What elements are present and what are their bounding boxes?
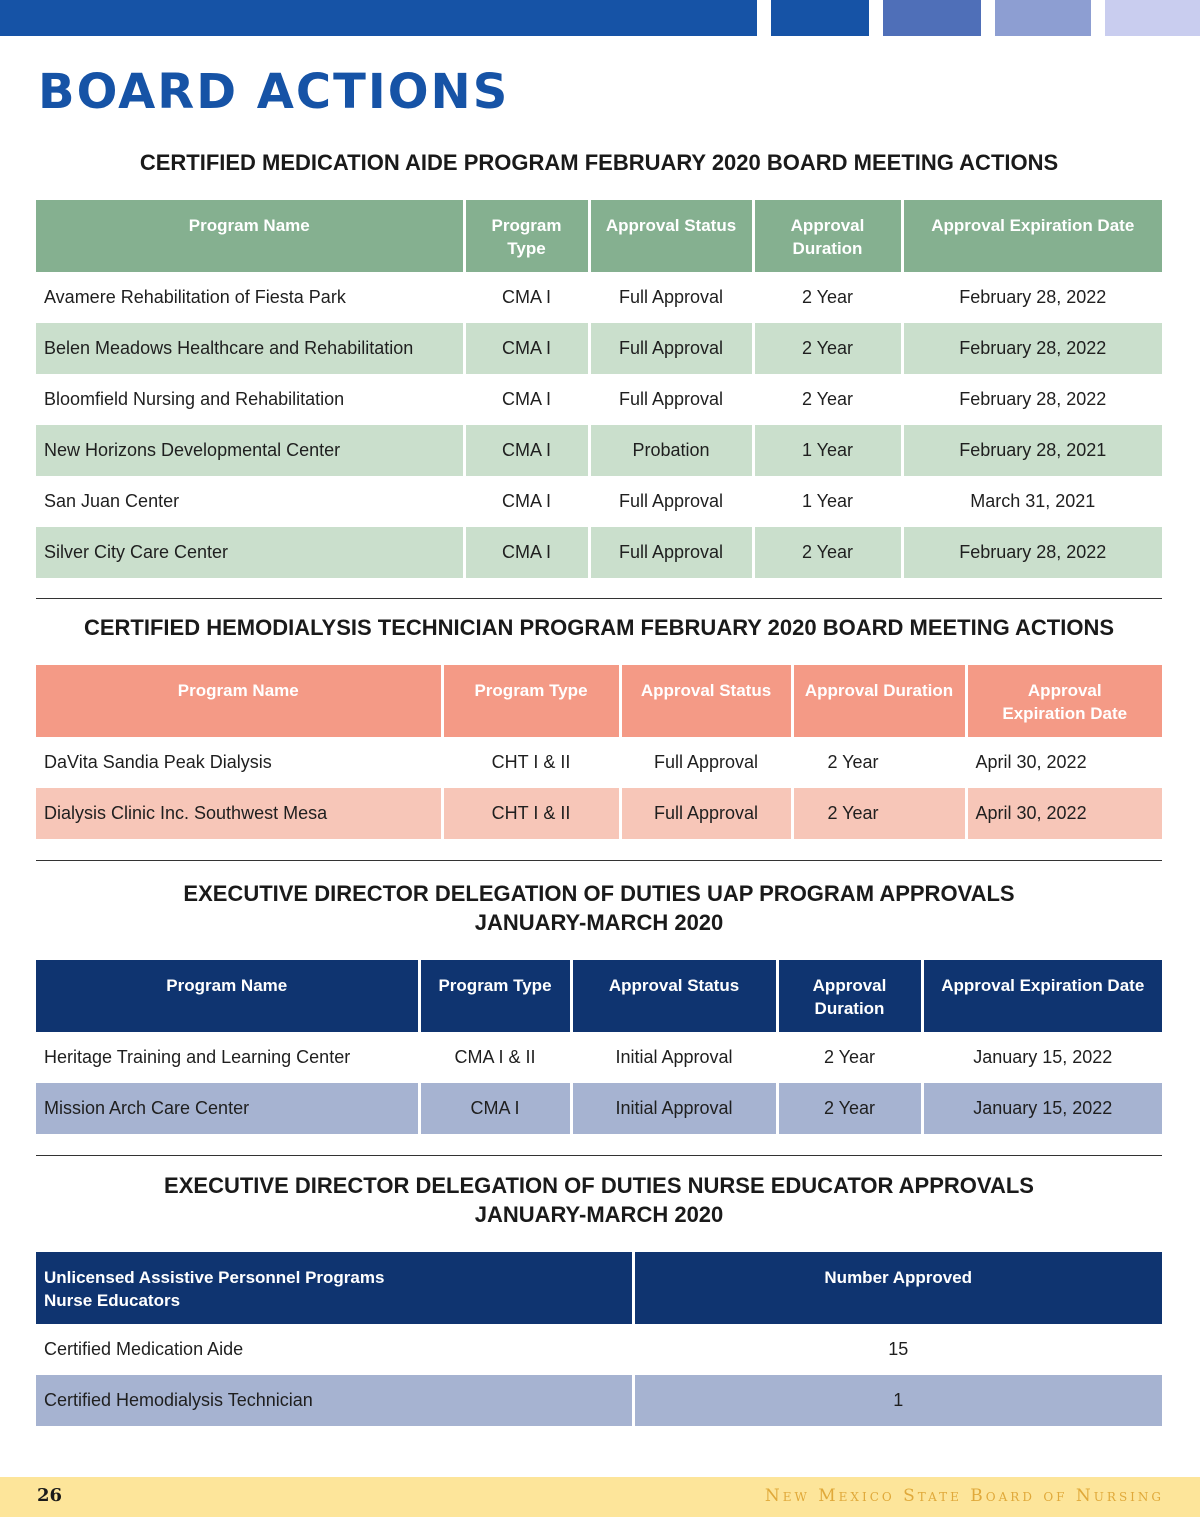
cht-table <box>36 665 1162 839</box>
column-header-approval-duration: Approval Duration <box>792 665 966 737</box>
program-cell: Certified Hemodialysis Technician <box>36 1375 633 1426</box>
program-name-cell: Heritage Training and Learning Center <box>36 1032 419 1083</box>
educator-heading-period: JANUARY-MARCH 2020 <box>474 1202 724 1227</box>
approval-duration-cell: 1 Year <box>753 425 902 476</box>
table-row <box>36 323 1162 374</box>
program-name-cell: New Horizons Developmental Center <box>36 425 464 476</box>
table-header-row <box>36 665 1162 737</box>
approval-duration-cell: 1 Year <box>753 476 902 527</box>
expiration-date-cell: February 28, 2022 <box>902 323 1162 374</box>
expiration-date-cell: February 28, 2022 <box>959 389 1107 409</box>
approval-status-cell: Initial Approval <box>571 1083 777 1134</box>
top-bar-segment <box>995 0 1091 36</box>
approval-duration-cell: 2 Year <box>753 323 902 374</box>
table-row <box>36 272 1162 323</box>
approval-duration-cell: 2 Year <box>753 374 902 425</box>
table-header-row <box>36 960 1162 1032</box>
table-row <box>36 425 1162 476</box>
table-row <box>36 527 1162 578</box>
approval-status-cell: Full Approval <box>589 272 753 323</box>
approval-status-cell: Full Approval <box>589 476 753 527</box>
program-name-cell: DaVita Sandia Peak Dialysis <box>36 737 442 788</box>
column-header-number-approved: Number Approved <box>633 1252 1162 1324</box>
column-header-program-type: Program Type <box>419 960 571 1032</box>
approval-duration-cell: 2 Year <box>753 527 902 578</box>
approval-status-cell: Full Approval <box>589 527 753 578</box>
top-bar-segment <box>1105 0 1200 36</box>
top-bar-segment <box>0 0 757 36</box>
uap-section-heading <box>36 879 1162 937</box>
uap-heading-period: JANUARY-MARCH 2020 <box>474 910 724 935</box>
table-row <box>36 1083 1162 1134</box>
column-header-program-name: Program Name <box>36 960 419 1032</box>
educator-table <box>36 1252 1162 1426</box>
cma-table <box>36 200 1162 578</box>
page-title: BOARD ACTIONS <box>38 64 510 120</box>
column-header-programs-line: Unlicensed Assistive Personnel Programs <box>44 1268 385 1287</box>
approval-status-cell: Initial Approval <box>571 1032 777 1083</box>
column-header-approval-status: Approval Status <box>589 200 753 272</box>
page-number: 26 <box>37 1485 63 1506</box>
column-header-expiration-date: Approval Expiration Date <box>902 200 1162 272</box>
table-row <box>36 1032 1162 1083</box>
column-header-program-type: Program Type <box>464 200 589 272</box>
expiration-date-cell: January 15, 2022 <box>922 1083 1162 1134</box>
program-type-cell: CMA I <box>464 272 589 323</box>
expiration-date-cell: February 28, 2022 <box>902 527 1162 578</box>
column-header-approval-duration: Approval Duration <box>777 960 922 1032</box>
program-name-cell: Belen Meadows Healthcare and Rehabilitation <box>36 323 464 374</box>
column-header-program-type: Program Type <box>442 665 620 737</box>
table-row <box>36 1324 1162 1375</box>
column-header-approval-duration: Approval Duration <box>753 200 902 272</box>
top-bar-segment <box>883 0 981 36</box>
column-header-expiration-date: Approval Expiration Date <box>922 960 1162 1032</box>
approval-status-cell: Probation <box>589 425 753 476</box>
program-name-cell: Avamere Rehabilitation of Fiesta Park <box>36 272 464 323</box>
table-row <box>36 737 1162 788</box>
program-type-cell: CMA I <box>464 527 589 578</box>
table-header-row <box>36 200 1162 272</box>
section-divider <box>36 598 1162 599</box>
educator-heading-line: EXECUTIVE DIRECTOR DELEGATION OF DUTIES NURSE EDUCATOR APPROVALS <box>164 1173 1034 1198</box>
approval-duration-cell: 2 Year <box>777 1032 922 1083</box>
column-header-approval-status: Approval Status <box>571 960 777 1032</box>
table-row <box>36 476 1162 527</box>
program-cell: Certified Medication Aide <box>36 1324 633 1375</box>
cma-section-heading: CERTIFIED MEDICATION AIDE PROGRAM FEBRUARY 2020 BOARD MEETING ACTIONS <box>139 150 1059 175</box>
table-row <box>36 788 1162 839</box>
program-type-cell: CMA I <box>464 323 589 374</box>
program-type-cell: CHT I & II <box>442 788 620 839</box>
top-bar-segment <box>771 0 869 36</box>
program-type-cell: CMA I <box>464 476 589 527</box>
educator-section-heading <box>36 1171 1162 1229</box>
table-header-row <box>36 1252 1162 1324</box>
program-name-cell: Silver City Care Center <box>36 527 464 578</box>
program-type-cell: CMA I <box>464 374 589 425</box>
approval-duration-cell: 2 Year <box>792 737 966 788</box>
column-header-program-name: Program Name <box>36 665 442 737</box>
approval-duration-cell: 2 Year <box>792 788 966 839</box>
uap-table <box>36 960 1162 1134</box>
uap-heading-line: EXECUTIVE DIRECTOR DELEGATION OF DUTIES UAP PROGRAM APPROVALS <box>183 881 1015 906</box>
column-header-programs <box>36 1252 633 1324</box>
publisher-name: New Mexico State Board of Nursing <box>764 1486 1164 1506</box>
approval-status-cell: Full Approval <box>620 788 792 839</box>
program-type-cell: CHT I & II <box>442 737 620 788</box>
column-header-program-name: Program Name <box>36 200 464 272</box>
approval-duration-cell: 2 Year <box>753 272 902 323</box>
approval-duration-cell: 2 Year <box>777 1083 922 1134</box>
section-divider <box>36 860 1162 861</box>
program-name-cell: Mission Arch Care Center <box>36 1083 419 1134</box>
program-type-cell: CMA I & II <box>419 1032 571 1083</box>
table-row <box>36 374 1162 425</box>
program-name-cell: Dialysis Clinic Inc. Southwest Mesa <box>36 788 442 839</box>
approval-status-cell: Full Approval <box>620 737 792 788</box>
cht-section-heading: CERTIFIED HEMODIALYSIS TECHNICIAN PROGRAM FEBRUARY 2020 BOARD MEETING ACTIONS <box>83 615 1115 640</box>
page-footer <box>0 1477 1200 1517</box>
section-divider <box>36 1155 1162 1156</box>
expiration-date-cell: February 28, 2022 <box>959 287 1107 307</box>
approval-status-cell: Full Approval <box>589 323 753 374</box>
column-header-educators-line: Nurse Educators <box>44 1291 181 1310</box>
program-name-cell: San Juan Center <box>36 476 464 527</box>
program-type-cell: CMA I <box>464 425 589 476</box>
expiration-date-cell: March 31, 2021 <box>970 491 1096 511</box>
number-approved-cell: 1 <box>633 1375 1162 1426</box>
number-approved-cell: 15 <box>888 1339 909 1359</box>
column-header-expiration-date: Approval Expiration Date <box>966 665 1162 737</box>
table-row <box>36 1375 1162 1426</box>
program-name-cell: Bloomfield Nursing and Rehabilitation <box>36 374 464 425</box>
program-type-cell: CMA I <box>419 1083 571 1134</box>
expiration-date-cell: April 30, 2022 <box>966 788 1162 839</box>
approval-status-cell: Full Approval <box>589 374 753 425</box>
column-header-approval-status: Approval Status <box>620 665 792 737</box>
expiration-date-cell: February 28, 2021 <box>902 425 1162 476</box>
expiration-date-cell: January 15, 2022 <box>973 1047 1113 1067</box>
expiration-date-cell: April 30, 2022 <box>975 752 1087 772</box>
